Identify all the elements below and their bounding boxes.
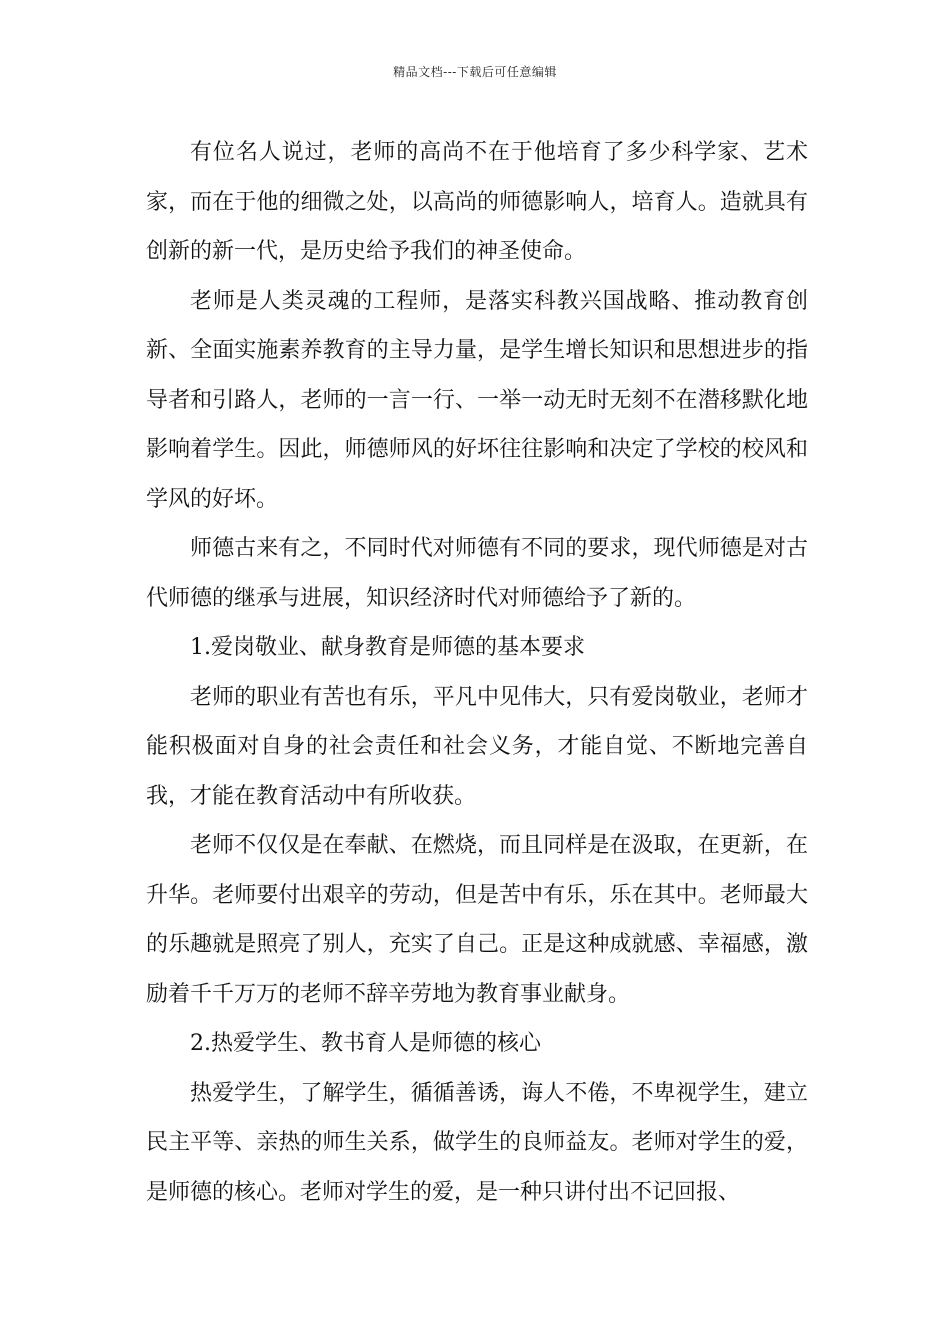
paragraph-intro: 有位名人说过，老师的高尚不在于他培育了多少科学家、艺术家，而在于他的细微之处，以高尚的师德影响人，培育人。造就具有创新的新一代，是历史给予我们的神圣使命。 <box>146 140 808 264</box>
paragraph-love-students: 热爱学生，了解学生，循循善诱，诲人不倦，不卑视学生，建立民主平等、亲热的师生关系，做学生的良师益友。老师对学生的爱，是师德的核心。老师对学生的爱，是一种只讲付出不记回报、 <box>146 1080 808 1205</box>
document-body <box>146 128 808 1217</box>
section-heading-2: 2.热爱学生、教书育人是师德的核心 <box>190 1031 541 1056</box>
section-heading-1: 1.爱岗敬业、献身教育是师德的基本要求 <box>190 635 585 660</box>
paragraph-career: 老师的职业有苦也有乐，平凡中见伟大，只有爱岗敬业，老师才能积极面对自身的社会责任和社会义务，才能自觉、不断地完善自我，才能在教育活动中有所收获。 <box>146 684 808 809</box>
paragraph-teacher-role: 老师是人类灵魂的工程师，是落实科教兴国战略、推动教育创新、全面实施素养教育的主导力量，是学生增长知识和思想进步的指导者和引路人，老师的一言一行、一举一动无时无刻不在潜移默化地影响着学生。因此，师德师风的好坏往往影响和决定了学校的校风和学风的好坏。 <box>146 288 808 512</box>
paragraph-ethics-history: 师德古来有之，不同时代对师德有不同的要求，现代师德是对古代师德的继承与进展，知识经济时代对师德给予了新的。 <box>146 536 808 611</box>
paragraph-dedication: 老师不仅仅是在奉献、在燃烧，而且同样是在汲取，在更新，在升华。老师要付出艰辛的劳动，但是苦中有乐，乐在其中。老师最大的乐趣就是照亮了别人，充实了自己。正是这种成就感、幸福感，激励着千千万万的老师不辞辛劳地为教育事业献身。 <box>146 833 808 1007</box>
page-header: 精品文档---下载后可任意编辑 <box>393 65 557 79</box>
